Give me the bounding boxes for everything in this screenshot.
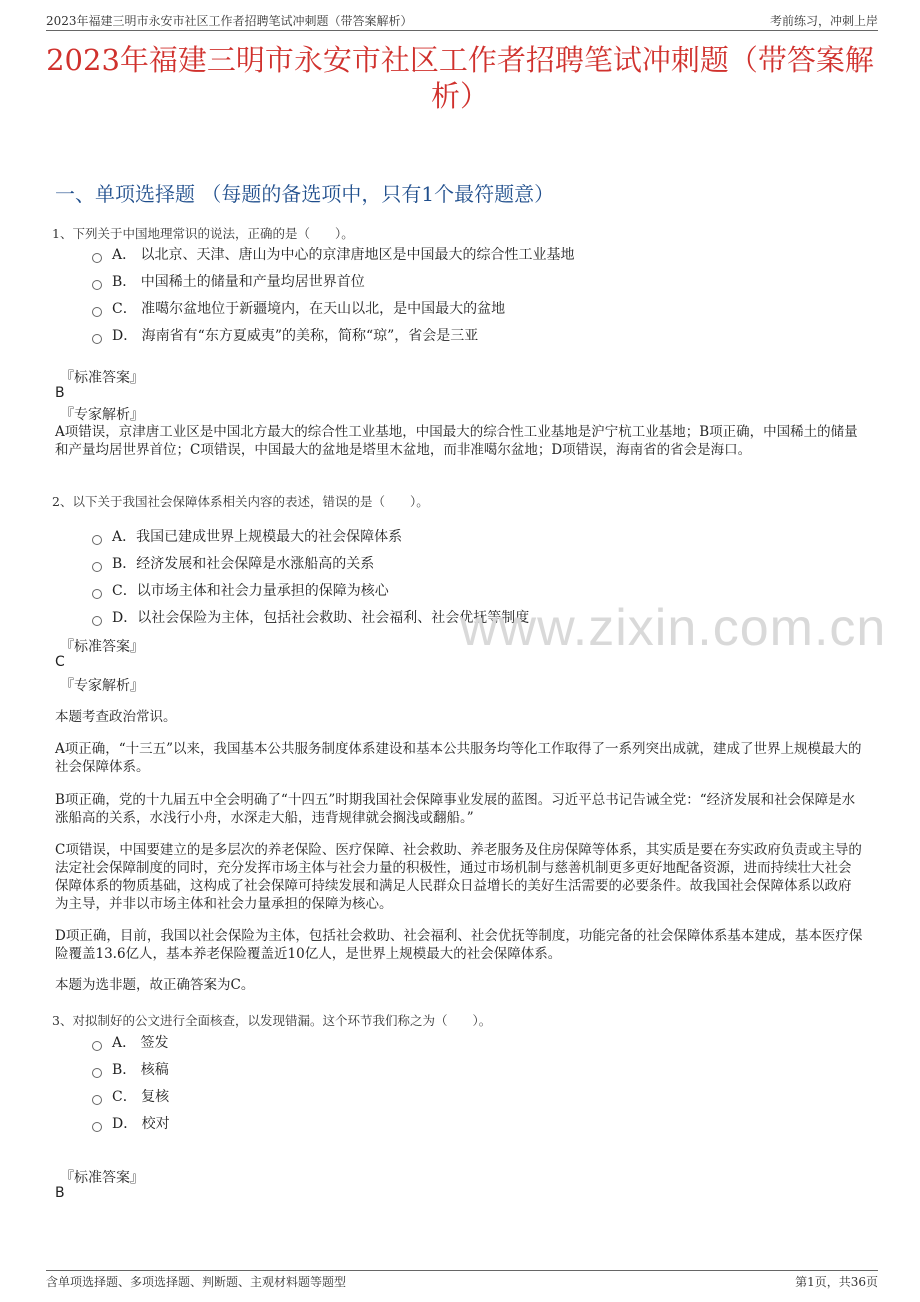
option-label: C． 准噶尔盆地位于新疆境内，在天山以北，是中国最大的盆地 <box>112 301 506 317</box>
q1-answer: B <box>55 385 65 401</box>
question-1-stem: 1、下列关于中国地理常识的说法，正确的是（ ）。 <box>52 226 354 241</box>
radio-icon[interactable] <box>92 1095 102 1105</box>
q1-answer-label: 『标准答案』 <box>60 370 144 386</box>
q1-option-c[interactable] <box>92 298 505 318</box>
q2-option-c[interactable] <box>92 580 389 600</box>
option-label: A． 以北京、天津、唐山为中心的京津唐地区是中国最大的综合性工业基地 <box>112 247 575 263</box>
radio-icon[interactable] <box>92 1041 102 1051</box>
radio-icon[interactable] <box>92 562 102 572</box>
footer-question-types: 含单项选择题、多项选择题、判断题、主观材料题等题型 <box>46 1275 347 1289</box>
q2-analysis-a: A项正确，“十三五”以来，我国基本公共服务制度体系建设和基本公共服务均等化工作取得了一系列突出成就，建成了世界上规模最大的社会保障体系。 <box>55 741 862 775</box>
option-label: C． 复核 <box>112 1089 170 1105</box>
q2-analysis-conclusion: 本题为选非题，故正确答案为C。 <box>55 977 255 993</box>
option-label: D． 校对 <box>112 1116 170 1132</box>
page-number: 第1页，共36页 <box>795 1275 878 1289</box>
q1-analysis: A项错误，京津唐工业区是中国北方最大的综合性工业基地，中国最大的综合性工业基地是沪宁杭工业基地；B项正确，中国稀土的储量和产量均居世界首位；C项错误，中国最大的盆地是塔里木盆地，而非准噶尔盆地；D项错误，海南省的省会是海口。 <box>55 424 858 458</box>
section-heading: 一、单项选择题 （每题的备选项中，只有1个最符题意） <box>55 182 555 206</box>
q2-answer: C <box>55 654 65 670</box>
q2-option-a[interactable] <box>92 526 402 546</box>
option-label: C．以市场主体和社会力量承担的保障为核心 <box>112 583 389 599</box>
q3-option-d[interactable] <box>92 1113 170 1133</box>
q3-option-a[interactable] <box>92 1032 169 1052</box>
radio-icon[interactable] <box>92 589 102 599</box>
radio-icon[interactable] <box>92 280 102 290</box>
page-footer <box>46 1270 878 1295</box>
option-label: B． 中国稀土的储量和产量均居世界首位 <box>112 274 365 290</box>
question-3-stem: 3、对拟制好的公文进行全面核查，以发现错漏。这个环节我们称之为（ ）。 <box>52 1013 492 1028</box>
option-label: D． 海南省有“东方夏威夷”的美称，简称“琼”，省会是三亚 <box>112 328 479 344</box>
q1-option-a[interactable] <box>92 244 575 264</box>
q2-answer-label: 『标准答案』 <box>60 639 144 655</box>
option-label: D．以社会保险为主体，包括社会救助、社会福利、社会优抚等制度 <box>112 610 530 626</box>
q2-analysis-intro: 本题考查政治常识。 <box>55 709 177 725</box>
radio-icon[interactable] <box>92 334 102 344</box>
q1-option-d[interactable] <box>92 325 478 345</box>
q1-analysis-label: 『专家解析』 <box>60 407 144 423</box>
page-header <box>46 10 878 31</box>
radio-icon[interactable] <box>92 1122 102 1132</box>
radio-icon[interactable] <box>92 307 102 317</box>
q3-option-b[interactable] <box>92 1059 169 1079</box>
q3-option-c[interactable] <box>92 1086 169 1106</box>
q3-answer: B <box>55 1185 65 1201</box>
option-label: B． 核稿 <box>112 1062 169 1078</box>
radio-icon[interactable] <box>92 253 102 263</box>
header-slogan: 考前练习，冲刺上岸 <box>769 14 878 28</box>
radio-icon[interactable] <box>92 1068 102 1078</box>
q2-option-b[interactable] <box>92 553 374 573</box>
option-label: A．我国已建成世界上规模最大的社会保障体系 <box>112 529 403 545</box>
q2-analysis-c: C项错误，中国要建立的是多层次的养老保险、医疗保障、社会救助、养老服务及住房保障等体系，其实质是要在夯实政府负责或主导的法定社会保障制度的同时，充分发挥市场主体与社会力量的积极性，通过市场机制与慈善机制更多更好地配备资源，进而持续壮大社会保障体系的物质基础，这构成了社会保障可持续发展和满足人民群众日益增长的美好生活需要的必要条件。故我国社会保障体系以政府为主导，并非以市场主体和社会力量承担的保障为核心。 <box>55 842 862 912</box>
q2-analysis-d: D项正确，目前，我国以社会保险为主体，包括社会救助、社会福利、社会优抚等制度，功能完备的社会保障体系基本建成，基本医疗保险覆盖13.6亿人，基本养老保险覆盖近10亿人，是世界上规模最大的社会保障体系。 <box>55 928 863 962</box>
q3-answer-label: 『标准答案』 <box>60 1170 144 1186</box>
q1-option-b[interactable] <box>92 271 365 291</box>
page-title: 2023年福建三明市永安市社区工作者招聘笔试冲刺题（带答案解析） <box>46 43 874 113</box>
watermark: www.zixin.com.cn <box>460 599 887 657</box>
q2-analysis-b: B项正确，党的十九届五中全会明确了“十四五”时期我国社会保障事业发展的蓝图。习近平总书记告诫全党：“经济发展和社会保障是水涨船高的关系，水浅行小舟，水深走大船，违背规律就会搁浅或翻船。” <box>55 792 856 826</box>
radio-icon[interactable] <box>92 535 102 545</box>
q2-analysis-label: 『专家解析』 <box>60 678 144 694</box>
option-label: A． 签发 <box>112 1035 169 1051</box>
question-2-stem: 2、以下关于我国社会保障体系相关内容的表述，错误的是（ ）。 <box>52 494 429 509</box>
header-doc-title: 2023年福建三明市永安市社区工作者招聘笔试冲刺题（带答案解析） <box>46 14 413 28</box>
option-label: B．经济发展和社会保障是水涨船高的关系 <box>112 556 375 572</box>
radio-icon[interactable] <box>92 616 102 626</box>
